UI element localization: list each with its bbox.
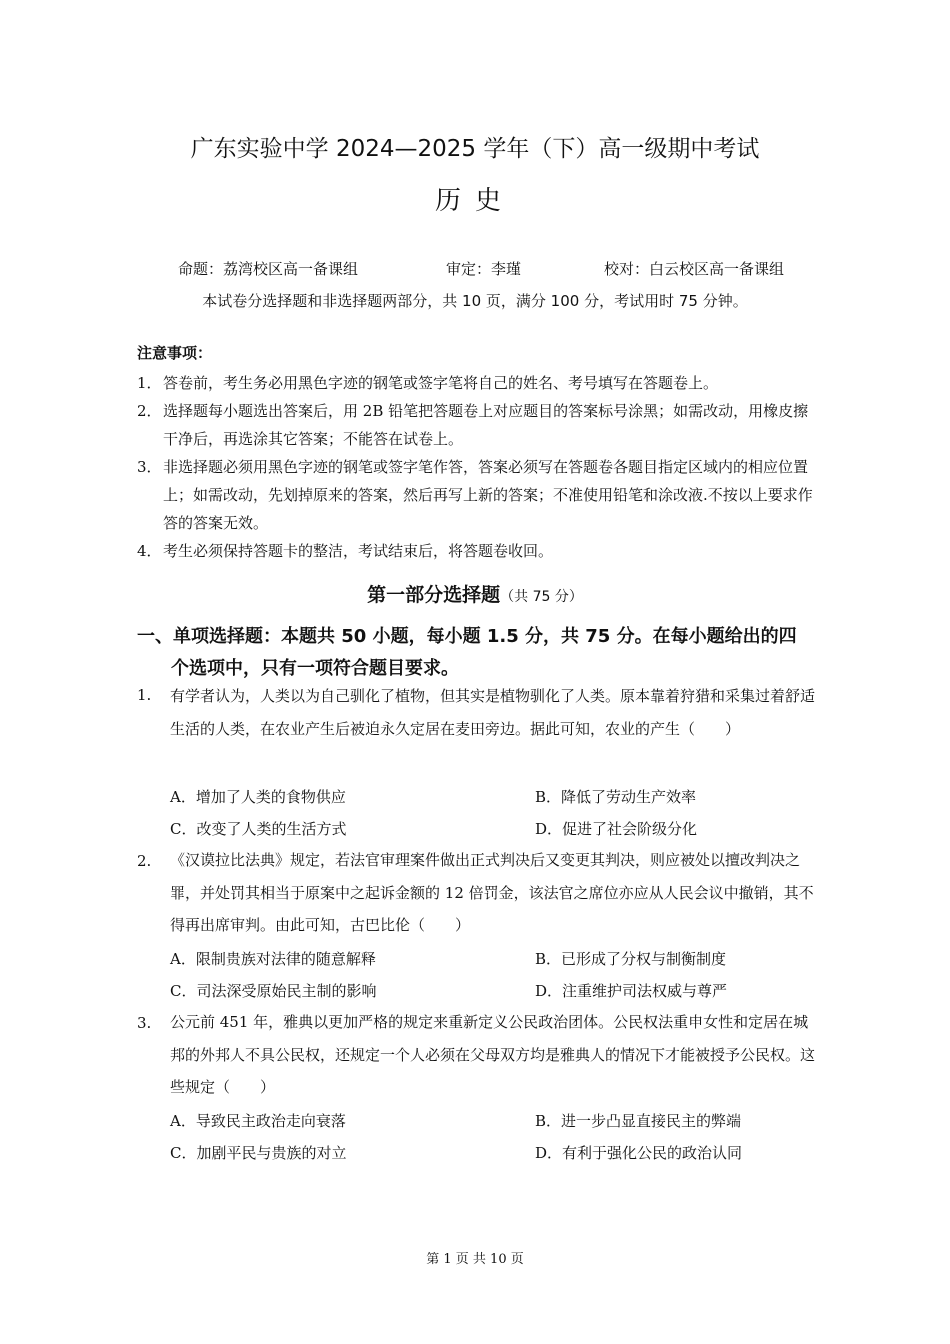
notice-item-number: 4． (137, 542, 162, 560)
notice-item-text: 选择题每小题选出答案后，用 2B 铅笔把答题卷上对应题目的答案标号涂黑；如需改动，用橡皮擦干净后，再选涂其它答案；不能答在试卷上。 (163, 402, 809, 448)
notice-item (137, 397, 817, 453)
subject-title: 历史 (434, 186, 515, 216)
option-c: C．加剧平民与贵族的对立 (170, 1144, 347, 1162)
notice-item-text: 非选择题必须用黑色字迹的钢笔或签字笔作答，答案必须写在答题卷各题目指定区域内的相应位置上；如需改动，先划掉原来的答案，然后再写上新的答案；不准使用铅笔和涂改液.不按以上要求作答的答案无效。 (163, 458, 813, 532)
notice-item (137, 537, 817, 565)
notice-item-number: 3． (137, 458, 162, 476)
notice-item (137, 369, 817, 397)
option-b: B．降低了劳动生产效率 (535, 788, 697, 806)
notice-item-text: 答卷前，考生务必用黑色字迹的钢笔或签字笔将自己的姓名、考号填写在答题卷上。 (163, 374, 719, 392)
part-score: （共 75 分） (500, 589, 583, 605)
question-number: 3. (137, 1014, 152, 1032)
notice-item-text: 考生必须保持答题卡的整洁，考试结束后，将答题卷收回。 (163, 542, 554, 560)
exam-intro: 本试卷分选择题和非选择题两部分，共 10 页，满分 100 分，考试用时 75 分钟。 (202, 292, 748, 310)
question-stem: 公元前 451 年，雅典以更加严格的规定来重新定义公民政治团体。公民权法重申女性和定居在城邦的外邦人不具公民权，还规定一个人必须在父母双方均是雅典人的情况下才能被授予公民权。这些规定（ ） (170, 1013, 816, 1096)
question-stem: 《汉谟拉比法典》规定，若法官审理案件做出正式判决后又变更其判决，则应被处以擅改判决之罪，并处罚其相当于原案中之起诉金额的 12 倍罚金，该法官之席位亦应从人民会议中撤销，其不得再出席审判。由此可知，古巴比伦（ ） (170, 851, 814, 934)
part-title: 第一部分选择题 (367, 584, 501, 606)
question-number: 1. (137, 686, 152, 704)
option-d: D．促进了社会阶级分化 (535, 820, 698, 838)
reviewer-line: 审定：李瑾 (446, 260, 522, 278)
exam-title: 广东实验中学 2024—2025 学年（下）高一级期中考试 (190, 136, 760, 162)
notice-item-number: 1． (137, 374, 162, 392)
proofreader-line: 校对：白云校区高一备课组 (604, 260, 785, 278)
notice-item (137, 453, 817, 537)
option-c: C．司法深受原始民主制的影响 (170, 982, 377, 1000)
author-line: 命题：荔湾校区高一备课组 (178, 260, 359, 278)
section-heading (137, 621, 827, 685)
option-b: B．已形成了分权与制衡制度 (535, 950, 727, 968)
notice-heading: 注意事项： (137, 344, 213, 362)
question-number: 2. (137, 852, 152, 870)
page-footer: 第 1 页 共 10 页 (426, 1252, 524, 1267)
option-b: B．进一步凸显直接民主的弊端 (535, 1112, 742, 1130)
section-line-1: 一、单项选择题：本题共 50 小题，每小题 1.5 分，共 75 分。在每小题给出的四 (137, 626, 797, 647)
section-line-2: 个选项中，只有一项符合题目要求。 (171, 658, 459, 679)
option-a: A．导致民主政治走向衰落 (170, 1112, 346, 1130)
option-d: D．有利于强化公民的政治认同 (535, 1144, 743, 1162)
option-a: A．限制贵族对法律的随意解释 (170, 950, 376, 968)
question-stem: 有学者认为，人类以为自己驯化了植物，但其实是植物驯化了人类。原本靠着狩猎和采集过着舒适生活的人类，在农业产生后被迫永久定居在麦田旁边。据此可知，农业的产生（ ） (170, 687, 816, 738)
option-a: A．增加了人类的食物供应 (170, 788, 346, 806)
notice-item-number: 2． (137, 402, 162, 420)
part-heading (0, 580, 950, 607)
option-d: D．注重维护司法权威与尊严 (535, 982, 728, 1000)
option-c: C．改变了人类的生活方式 (170, 820, 347, 838)
